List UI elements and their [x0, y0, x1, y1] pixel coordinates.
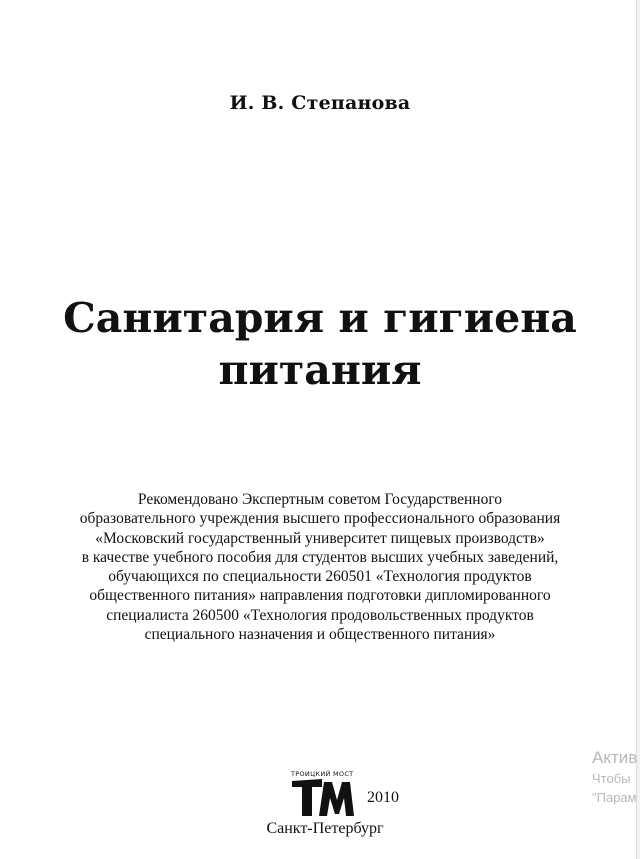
recommendation-line: «Московский государственный университет пищевых производств»	[95, 529, 545, 547]
activation-watermark	[592, 747, 640, 807]
watermark-line: Актив	[592, 748, 638, 767]
book-title	[0, 292, 640, 396]
recommendation-line: общественного питания» направления подготовки дипломированного	[89, 587, 551, 605]
publication-year: 2010	[367, 789, 399, 806]
publisher-logo	[291, 770, 361, 820]
watermark-line: Чтобы	[592, 771, 631, 786]
page-edge-scrollbar	[636, 0, 640, 859]
publication-city: Санкт-Петербург	[266, 820, 384, 837]
recommendation-line: специалиста 260500 «Технология продовольственных продуктов	[106, 606, 534, 624]
watermark-line: "Парам	[592, 790, 637, 805]
recommendation-line: обучающихся по специальности 260501 «Технология продуктов	[108, 568, 532, 586]
recommendation-line: специального назначения и общественного питания»	[144, 626, 496, 644]
recommendation-line: образовательного учреждения высшего профессионального образования	[79, 510, 561, 528]
publisher-logo-caption: ТРОИЦКИЙ МОСТ	[291, 770, 354, 778]
recommendation-line: Рекомендовано Экспертным советом Государственного	[137, 491, 503, 508]
recommendation-text	[0, 490, 640, 644]
recommendation-line: в качестве учебного пособия для студентов высших учебных заведений,	[81, 548, 559, 566]
book-title-line: Санитария и гигиена	[63, 294, 577, 342]
author-name: И. В. Степанова	[229, 92, 411, 114]
publisher-logo-icon	[292, 778, 356, 818]
book-title-line: питания	[218, 346, 422, 394]
